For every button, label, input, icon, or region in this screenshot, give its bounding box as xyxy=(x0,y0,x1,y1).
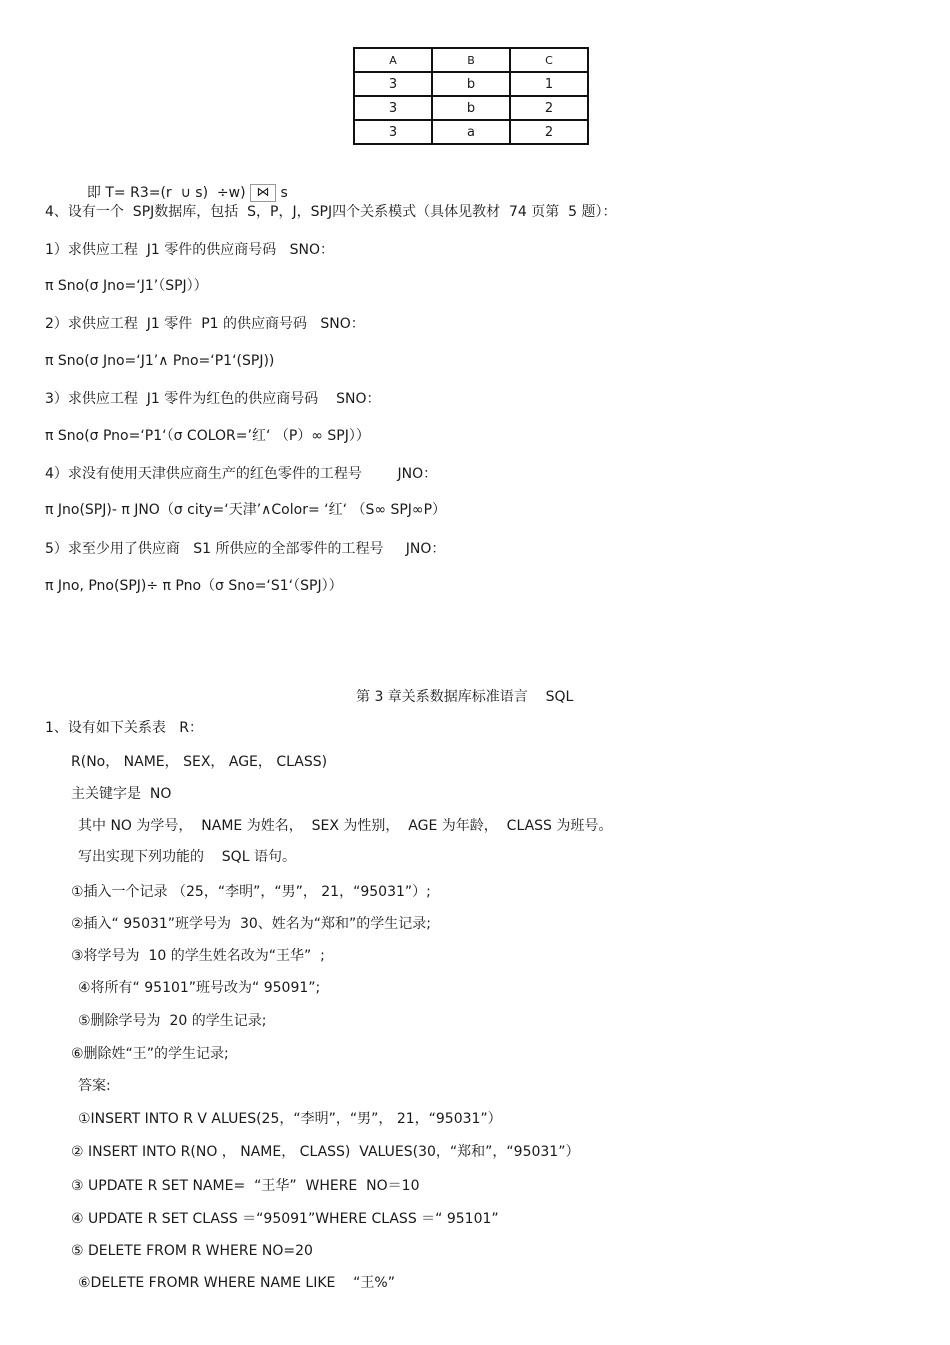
header-cell-c: C xyxy=(510,48,588,72)
table-row xyxy=(354,120,588,144)
answer-4-1: π Sno(σ Jno=‘J1’（SPJ）） xyxy=(45,278,208,294)
header-cell-b: B xyxy=(432,48,510,72)
question-4-intro: 4、设有一个 SPJ数据库，包括 S，P，J，SPJ四个关系模式（具体见教材 74 页第 5 题）： xyxy=(45,204,617,220)
sql-question-1: 1、设有如下关系表 R： xyxy=(45,720,203,736)
table-cell: b xyxy=(432,72,510,96)
table-cell: 1 xyxy=(510,72,588,96)
question-4-1: 1）求供应工程 J1 零件的供应商号码 SNO： xyxy=(45,242,335,258)
sql-primary-key: 主关键字是 NO xyxy=(71,786,172,802)
table-header-row xyxy=(354,48,588,72)
table-cell: b xyxy=(432,96,510,120)
answer-5: ⑤ DELETE FROM R WHERE NO=20 xyxy=(71,1243,313,1259)
question-4-5: 5）求至少用了供应商 S1 所供应的全部零件的工程号 JNO： xyxy=(45,541,446,557)
natural-join-icon: ⋈ xyxy=(250,184,276,202)
header-cell-a: A xyxy=(354,48,432,72)
question-4-2: 2）求供应工程 J1 零件 P1 的供应商号码 SNO： xyxy=(45,316,365,332)
task-6: ⑥删除姓“王”的学生记录; xyxy=(71,1046,229,1062)
relation-table xyxy=(353,47,589,145)
answer-4: ④ UPDATE R SET CLASS ＝“95091”WHERE CLASS ＝“ 95101” xyxy=(71,1211,499,1227)
answer-4-4: π Jno(SPJ)- π JNO（σ city=‘天津’∧Color= ‘红‘ （S∞ SPJ∞P） xyxy=(45,502,447,518)
table-cell: 2 xyxy=(510,96,588,120)
t-result-prefix: 即 T= R3=(r ∪ s) ÷w) xyxy=(86,185,251,201)
question-4-4: 4）求没有使用天津供应商生产的红色零件的工程号 JNO： xyxy=(45,466,438,482)
table-cell: 3 xyxy=(354,72,432,96)
t-result-line xyxy=(78,166,288,202)
answer-3: ③ UPDATE R SET NAME= “王华” WHERE NO＝10 xyxy=(71,1178,420,1194)
table-row xyxy=(354,96,588,120)
answer-2: ② INSERT INTO R(NO ， NAME， CLASS) VALUES(30，“郑和”，“95031”） xyxy=(71,1144,580,1160)
task-2: ②插入“ 95031”班学号为 30、姓名为“郑和”的学生记录; xyxy=(71,916,431,932)
sql-schema: R(No， NAME， SEX， AGE， CLASS) xyxy=(71,754,328,770)
task-5: ⑤删除学号为 20 的学生记录; xyxy=(78,1013,267,1029)
table-cell: 3 xyxy=(354,120,432,144)
table-row xyxy=(354,72,588,96)
task-4: ④将所有“ 95101”班号改为“ 95091”; xyxy=(78,980,321,996)
question-4-3: 3）求供应工程 J1 零件为红色的供应商号码 SNO： xyxy=(45,391,381,407)
table-cell: a xyxy=(432,120,510,144)
answer-6: ⑥DELETE FROMR WHERE NAME LIKE “王%” xyxy=(78,1275,395,1291)
answer-4-3: π Sno(σ Pno=‘P1‘（σ COLOR=’红‘ （P）∞ SPJ）） xyxy=(45,428,370,444)
answer-label: 答案: xyxy=(78,1078,111,1094)
table-cell: 3 xyxy=(354,96,432,120)
t-result-suffix: s xyxy=(276,185,288,201)
table-cell: 2 xyxy=(510,120,588,144)
chapter-title: 第 3 章关系数据库标准语言 SQL xyxy=(356,689,574,705)
task-3: ③将学号为 10 的学生姓名改为“王华” ; xyxy=(71,948,325,964)
task-1: ①插入一个记录 （25，“李明”，“男”， 21，“95031”）; xyxy=(71,884,431,900)
answer-1: ①INSERT INTO R V ALUES(25，“李明”，“男”， 21，“95031”） xyxy=(78,1111,502,1127)
answer-4-5: π Jno, Pno(SPJ)÷ π Pno（σ Sno=‘S1‘（SPJ）） xyxy=(45,578,343,594)
sql-task-intro: 写出实现下列功能的 SQL 语句。 xyxy=(78,849,296,865)
sql-field-description: 其中 NO 为学号， NAME 为姓名， SEX 为性别， AGE 为年龄， CLASS 为班号。 xyxy=(78,818,613,834)
answer-4-2: π Sno(σ Jno=‘J1’∧ Pno=‘P1‘(SPJ)) xyxy=(45,353,275,369)
